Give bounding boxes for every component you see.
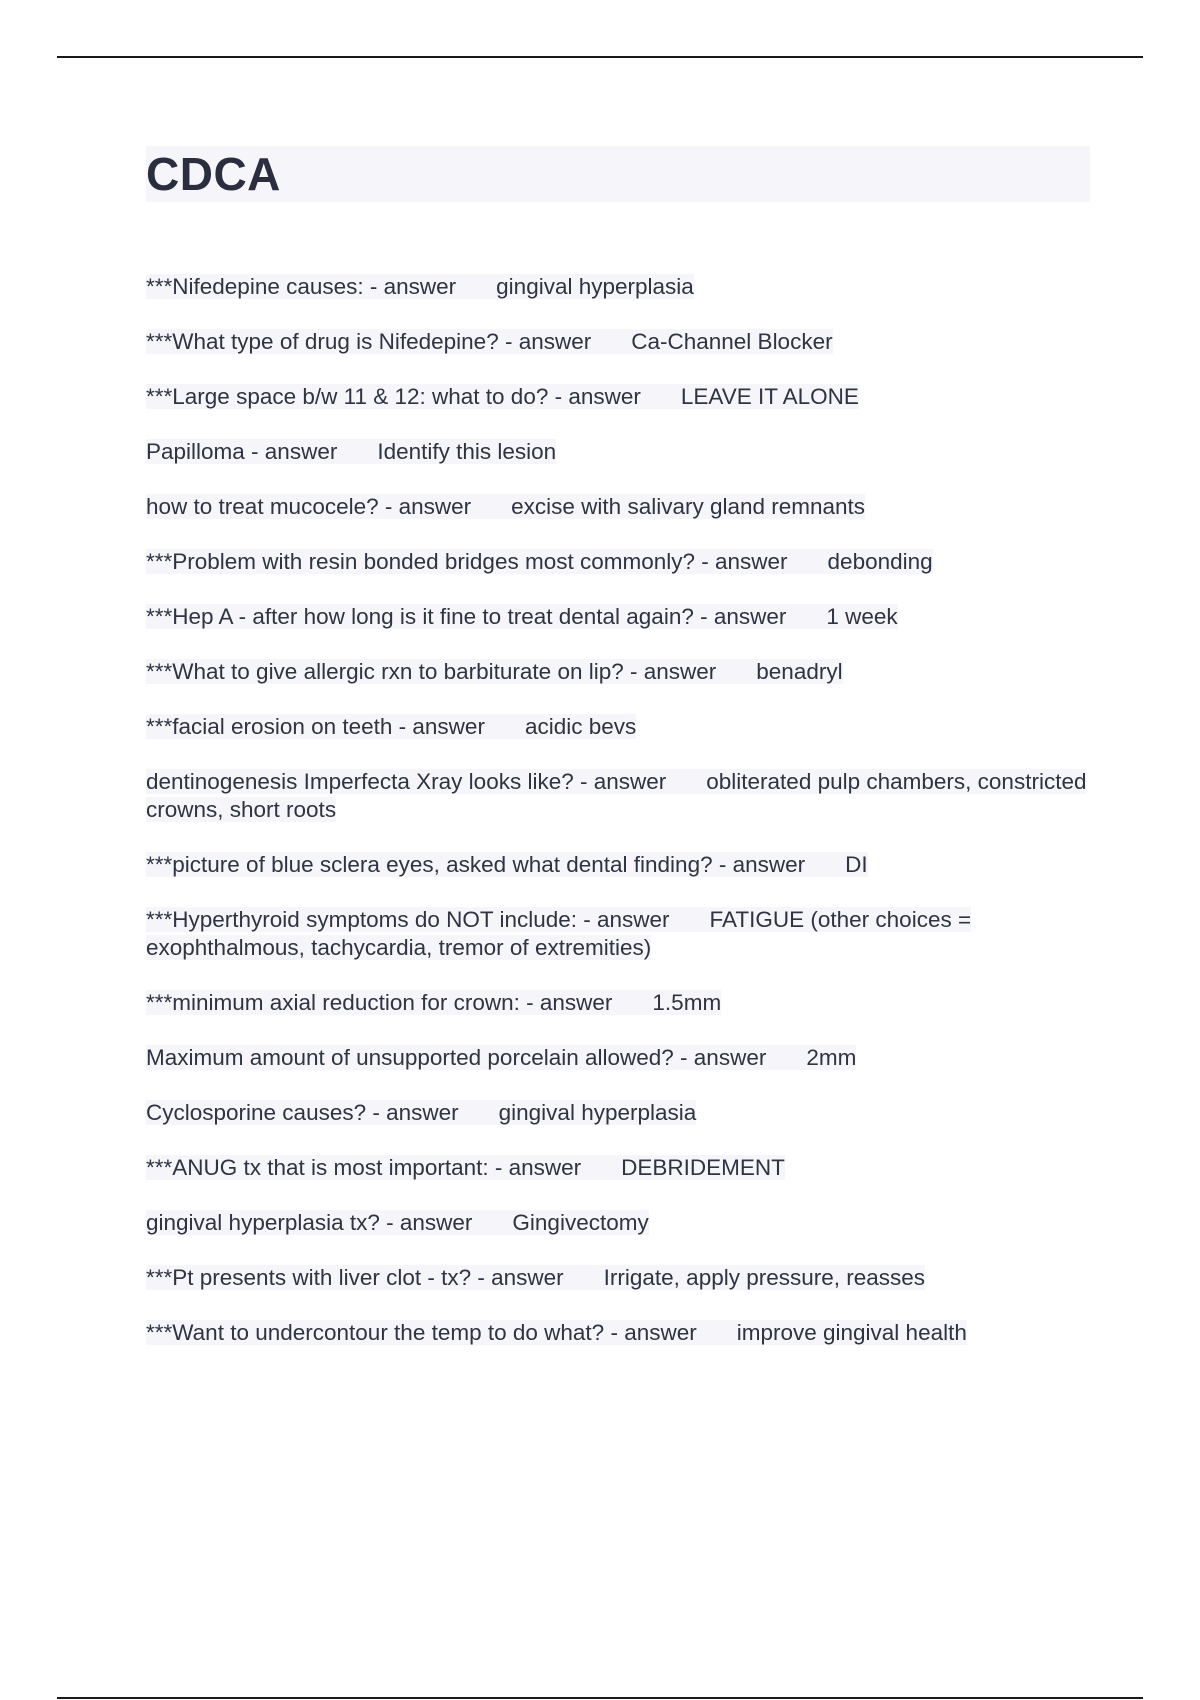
- flashcard-answer: benadryl: [756, 659, 843, 684]
- flashcard-question: gingival hyperplasia tx? - answer: [146, 1210, 473, 1235]
- title-bar: [146, 146, 1090, 202]
- flashcard-question: ***picture of blue sclera eyes, asked what dental finding? - answer: [146, 852, 806, 877]
- flashcard-question: ***Hyperthyroid symptoms do NOT include: - answer: [146, 907, 670, 932]
- flashcard: [146, 1099, 1090, 1127]
- flashcard-answer: excise with salivary gland remnants: [511, 494, 866, 519]
- flashcard-answer: improve gingival health: [736, 1320, 967, 1345]
- flashcard-answer: DEBRIDEMENT: [621, 1155, 785, 1180]
- flashcard: [146, 658, 1090, 686]
- flashcard: [146, 1264, 1090, 1292]
- flashcard-answer: gingival hyperplasia: [496, 274, 694, 299]
- flashcard-question: ***What type of drug is Nifedepine? - answer: [146, 329, 592, 354]
- flashcard-answer: Identify this lesion: [377, 439, 557, 464]
- flashcard-answer: Irrigate, apply pressure, reasses: [603, 1265, 926, 1290]
- flashcard: [146, 383, 1090, 411]
- flashcard-list: [146, 273, 1090, 1347]
- flashcard-question: ***What to give allergic rxn to barbiturate on lip? - answer: [146, 659, 717, 684]
- flashcard-question: ***Nifedepine causes: - answer: [146, 274, 457, 299]
- flashcard: [146, 548, 1090, 576]
- flashcard-question: Papilloma - answer: [146, 439, 338, 464]
- flashcard: [146, 906, 1090, 962]
- header-rule: [57, 56, 1143, 58]
- flashcard-question: how to treat mucocele? - answer: [146, 494, 472, 519]
- flashcard: [146, 851, 1090, 879]
- flashcard-question: ***Hep A - after how long is it fine to treat dental again? - answer: [146, 604, 787, 629]
- document-page: [146, 146, 1090, 1374]
- flashcard-question: ***facial erosion on teeth - answer: [146, 714, 485, 739]
- flashcard: [146, 1209, 1090, 1237]
- flashcard-question: ***Large space b/w 11 & 12: what to do? - answer: [146, 384, 641, 409]
- flashcard-question: ***minimum axial reduction for crown: - answer: [146, 990, 613, 1015]
- flashcard-question: ***Want to undercontour the temp to do what? - answer: [146, 1320, 697, 1345]
- flashcard-answer: 2mm: [806, 1045, 857, 1070]
- flashcard: [146, 989, 1090, 1017]
- flashcard-question: ***Problem with resin bonded bridges most commonly? - answer: [146, 549, 788, 574]
- flashcard: [146, 493, 1090, 521]
- flashcard-question: dentinogenesis Imperfecta Xray looks like? - answer: [146, 769, 667, 794]
- flashcard-answer: DI: [845, 852, 868, 877]
- flashcard-question: ***ANUG tx that is most important: - answer: [146, 1155, 582, 1180]
- document-title: CDCA: [146, 148, 281, 200]
- flashcard: [146, 273, 1090, 301]
- flashcard-answer: 1.5mm: [652, 990, 722, 1015]
- flashcard: [146, 603, 1090, 631]
- flashcard-answer: 1 week: [826, 604, 898, 629]
- flashcard-answer: obliterated pulp chambers, constricted crowns, short roots: [146, 769, 1087, 822]
- flashcard-answer: acidic bevs: [524, 714, 637, 739]
- footer-rule: [57, 1697, 1143, 1699]
- flashcard-answer: Gingivectomy: [512, 1210, 649, 1235]
- flashcard: [146, 438, 1090, 466]
- flashcard: [146, 1154, 1090, 1182]
- flashcard: [146, 1319, 1090, 1347]
- flashcard: [146, 713, 1090, 741]
- flashcard-answer: gingival hyperplasia: [498, 1100, 697, 1125]
- flashcard-question: Cyclosporine causes? - answer: [146, 1100, 459, 1125]
- flashcard-answer: debonding: [827, 549, 933, 574]
- flashcard: [146, 768, 1090, 824]
- flashcard-question: ***Pt presents with liver clot - tx? - answer: [146, 1265, 564, 1290]
- flashcard-answer: FATIGUE (other choices = exophthalmous, tachycardia, tremor of extremities): [146, 907, 972, 960]
- flashcard-question: Maximum amount of unsupported porcelain allowed? - answer: [146, 1045, 767, 1070]
- flashcard: [146, 328, 1090, 356]
- flashcard: [146, 1044, 1090, 1072]
- flashcard-answer: LEAVE IT ALONE: [680, 384, 859, 409]
- flashcard-answer: Ca-Channel Blocker: [631, 329, 833, 354]
